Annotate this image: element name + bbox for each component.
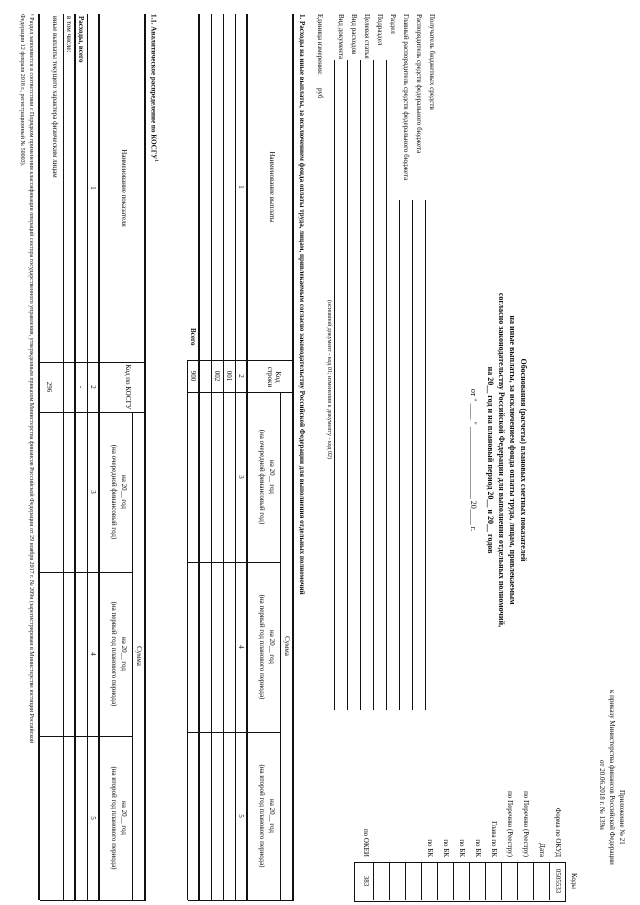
okei-label: по ОКЕИ bbox=[362, 828, 370, 857]
reestr-label-1: по Перечню (Реестру) bbox=[522, 791, 530, 857]
s11-col-y2-b: (на первый год планового периода) bbox=[110, 601, 118, 707]
s11-col-code: Код по КОСГУ bbox=[124, 364, 132, 410]
bk-label-1: по БК bbox=[474, 839, 482, 857]
section11-title: 1.1. Аналитическое распределение по КОСГУ$^1$ bbox=[149, 14, 158, 162]
s11-total-code: - bbox=[77, 385, 85, 389]
annex-line-2: к приказу Министерства финансов Российской Федерации bbox=[608, 690, 616, 865]
doc-date-line: от " ____ " __________________ 20____ г. bbox=[469, 388, 478, 532]
s1-col-sum: Сумма bbox=[283, 636, 291, 656]
annex-line-1: Приложение № 21 bbox=[618, 790, 626, 845]
doc-title-line-2: на иные выплаты, за исключением фонда оплаты труда, лицам, привлекаемым bbox=[508, 315, 517, 605]
footnote-line-2: Федерации 12 февраля 2018 г., регистрационный № 50003). bbox=[19, 14, 25, 167]
s11-num-1: 1 bbox=[89, 186, 97, 190]
s11-col-y1-a: на 20__ год bbox=[120, 475, 128, 509]
s1-row-code-1: 001 bbox=[225, 370, 233, 382]
bk-label-4: по БК bbox=[426, 839, 434, 857]
s11-num-5: 5 bbox=[89, 816, 97, 820]
s11-total-label: Расходы, всего bbox=[77, 16, 85, 63]
s11-num-3: 3 bbox=[89, 490, 97, 494]
field-section: Раздел bbox=[389, 14, 397, 34]
s1-num-4: 4 bbox=[237, 645, 245, 649]
s1-num-1: 1 bbox=[237, 185, 245, 189]
s11-col-y2-a: на 20__ год bbox=[120, 637, 128, 671]
s1-col-y2-b: (на первый год планового периода) bbox=[258, 594, 266, 700]
s11-incl-label: в том числе: bbox=[65, 16, 73, 53]
s11-col-y3-a: на 20__ год bbox=[120, 801, 128, 835]
bk-label-2: по БК bbox=[458, 839, 466, 857]
s11-row-label: иные выплаты текущего характера физическим лицам bbox=[51, 16, 59, 178]
okei-value: 383 bbox=[362, 875, 370, 887]
s1-total-code: 900 bbox=[189, 370, 197, 382]
s1-col-y3-a: на 20__ год bbox=[268, 799, 276, 833]
field-chief-manager: Главный распорядитель средств федерального бюджета bbox=[402, 14, 410, 181]
footnote-line-1: ¹ Раздел заполняется в соответствии с Порядком применения классификации операций сектора государственного управления, утвержденным приказом Министерства финансов Российской Федерации от 29 ноября 2017 г. № 209н (зарегистрирован в Министерстве юстиции Российской bbox=[28, 14, 34, 744]
doc-title-line-4: на 20__ год и на плановый период 20__ и 20__ годов bbox=[486, 366, 495, 554]
field-receiver: Получатель бюджетных средств bbox=[428, 14, 436, 110]
field-subsection: Подраздел bbox=[376, 14, 384, 46]
okud-value: 0505533 bbox=[554, 868, 562, 894]
doc-type-hint: (основной документ - код 01; изменения к документу - код 02) bbox=[326, 300, 332, 459]
s1-col-name: Наименование выплаты bbox=[268, 151, 276, 223]
s1-num-5: 5 bbox=[237, 814, 245, 818]
reestr-label-2: по Перечню (Реестру) bbox=[506, 791, 514, 857]
s1-col-y1-a: на 20__ год bbox=[268, 460, 276, 494]
s11-num-2: 2 bbox=[89, 385, 97, 389]
s1-num-2: 2 bbox=[237, 374, 245, 378]
s1-row-code-2: 002 bbox=[213, 370, 221, 382]
annex-line-3: от 20.06.2018 г. № 139н bbox=[598, 760, 606, 830]
date-code-label: Дата bbox=[538, 843, 546, 857]
codes-header: Коды bbox=[570, 873, 578, 889]
doc-title-line-1: Обоснования (расчеты) плановых сметных показателей bbox=[519, 358, 528, 562]
s11-col-y1-b: (на очередной финансовый год) bbox=[110, 444, 118, 540]
field-doc-type: Вид документа bbox=[337, 14, 345, 60]
s11-col-name: Наименование показателя bbox=[120, 149, 128, 227]
s1-col-y2-a: на 20__ год bbox=[268, 630, 276, 664]
s1-col-code: Код строки bbox=[266, 366, 282, 388]
unit-value: руб bbox=[316, 88, 324, 99]
s11-row-code: 296 bbox=[45, 381, 53, 393]
unit-label: Единица измерения: bbox=[316, 14, 324, 75]
doc-title-line-3: согласно законодательству Российской Федерации для выполнения отдельных полномочий, bbox=[497, 292, 506, 628]
section1-title: 1. Расходы на иные выплаты, за исключением фонда оплаты труда, лицам, привлекаемым согласно законодательству Российской Федерации для выполнения отдельных полномочий bbox=[298, 14, 306, 595]
field-target-article: Целевая статья bbox=[363, 14, 371, 59]
bk-label-3: по БК bbox=[442, 839, 450, 857]
field-manager: Распорядитель средств федерального бюджета bbox=[415, 14, 423, 154]
s11-col-sum: Сумма bbox=[135, 646, 143, 666]
s11-col-y3-b: (на второй год планового периода) bbox=[110, 766, 118, 870]
codes-box bbox=[354, 862, 566, 902]
s1-col-y3-b: (на второй год планового периода) bbox=[258, 764, 266, 868]
field-expense-type: Вид расходов bbox=[350, 14, 358, 55]
s1-num-3: 3 bbox=[237, 475, 245, 479]
s1-total-label: Всего bbox=[189, 328, 197, 346]
okud-label: Форма по ОКУД bbox=[554, 807, 562, 857]
glava-label: Глава по БК bbox=[490, 821, 498, 857]
s1-col-y1-b: (на очередной финансовый год) bbox=[258, 429, 266, 525]
footnote-mark: 1 bbox=[153, 159, 158, 162]
s11-num-4: 4 bbox=[89, 652, 97, 656]
